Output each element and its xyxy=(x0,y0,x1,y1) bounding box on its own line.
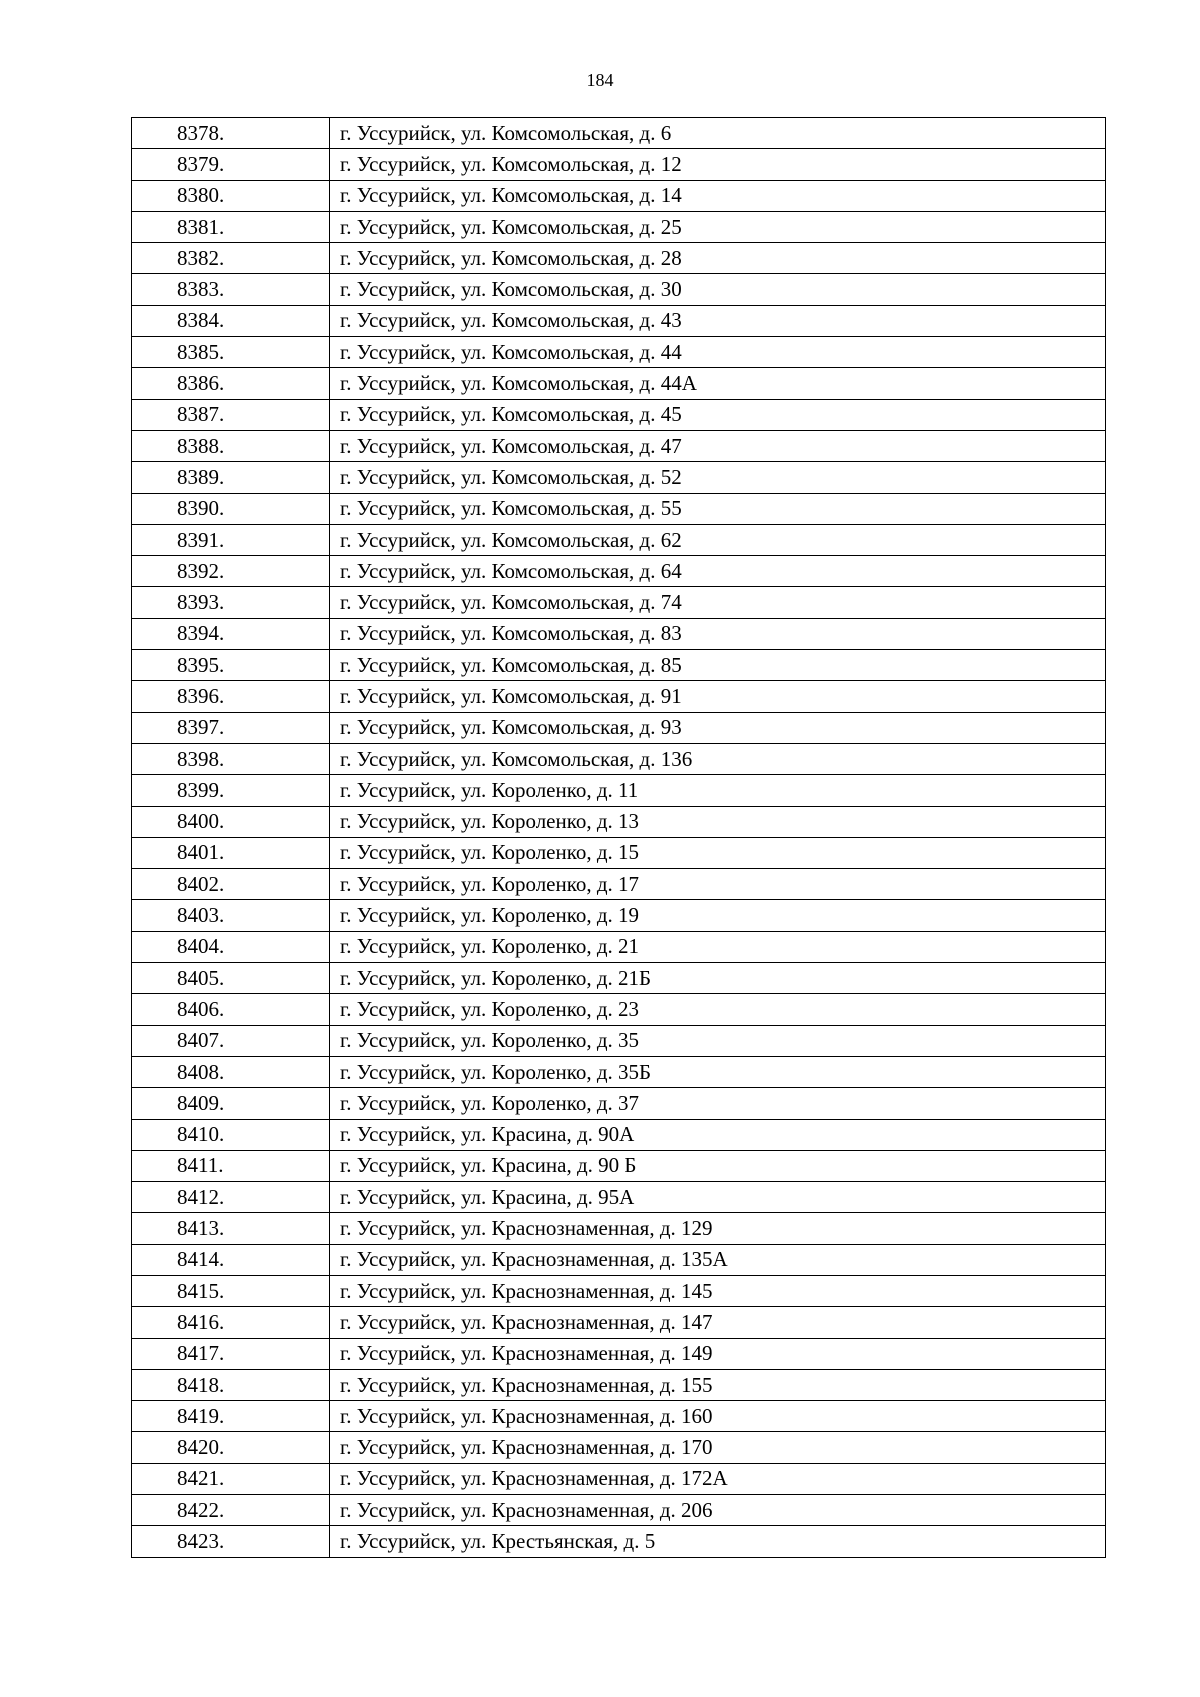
row-address: г. Уссурийск, ул. Комсомольская, д. 55 xyxy=(330,493,1106,524)
row-address: г. Уссурийск, ул. Комсомольская, д. 93 xyxy=(330,712,1106,743)
row-address: г. Уссурийск, ул. Короленко, д. 19 xyxy=(330,900,1106,931)
row-address: г. Уссурийск, ул. Короленко, д. 13 xyxy=(330,806,1106,837)
table-row xyxy=(132,337,1106,368)
row-number: 8380. xyxy=(132,180,330,211)
table-row xyxy=(132,963,1106,994)
table-row xyxy=(132,1025,1106,1056)
row-address: г. Уссурийск, ул. Комсомольская, д. 28 xyxy=(330,243,1106,274)
row-number: 8407. xyxy=(132,1025,330,1056)
row-number: 8382. xyxy=(132,243,330,274)
table-row xyxy=(132,1150,1106,1181)
table-row xyxy=(132,1244,1106,1275)
row-address: г. Уссурийск, ул. Краснознаменная, д. 160 xyxy=(330,1401,1106,1432)
address-table-body xyxy=(132,118,1106,1558)
row-number: 8402. xyxy=(132,869,330,900)
row-address: г. Уссурийск, ул. Комсомольская, д. 64 xyxy=(330,556,1106,587)
row-address: г. Уссурийск, ул. Комсомольская, д. 136 xyxy=(330,743,1106,774)
row-address: г. Уссурийск, ул. Комсомольская, д. 12 xyxy=(330,149,1106,180)
table-row xyxy=(132,1338,1106,1369)
table-row xyxy=(132,493,1106,524)
row-address: г. Уссурийск, ул. Красина, д. 90А xyxy=(330,1119,1106,1150)
table-row xyxy=(132,524,1106,555)
row-address: г. Уссурийск, ул. Краснознаменная, д. 129 xyxy=(330,1213,1106,1244)
table-row xyxy=(132,994,1106,1025)
row-number: 8414. xyxy=(132,1244,330,1275)
table-row xyxy=(132,587,1106,618)
row-number: 8397. xyxy=(132,712,330,743)
table-row xyxy=(132,243,1106,274)
row-address: г. Уссурийск, ул. Комсомольская, д. 91 xyxy=(330,681,1106,712)
table-row xyxy=(132,775,1106,806)
row-number: 8384. xyxy=(132,305,330,336)
table-row xyxy=(132,837,1106,868)
row-number: 8416. xyxy=(132,1307,330,1338)
table-row xyxy=(132,1119,1106,1150)
row-address: г. Уссурийск, ул. Короленко, д. 35 xyxy=(330,1025,1106,1056)
row-number: 8410. xyxy=(132,1119,330,1150)
row-number: 8401. xyxy=(132,837,330,868)
table-row xyxy=(132,806,1106,837)
row-address: г. Уссурийск, ул. Краснознаменная, д. 149 xyxy=(330,1338,1106,1369)
table-row xyxy=(132,1401,1106,1432)
row-number: 8418. xyxy=(132,1369,330,1400)
row-number: 8421. xyxy=(132,1463,330,1494)
table-row xyxy=(132,1526,1106,1557)
row-number: 8388. xyxy=(132,430,330,461)
row-address: г. Уссурийск, ул. Комсомольская, д. 62 xyxy=(330,524,1106,555)
table-row xyxy=(132,931,1106,962)
row-number: 8404. xyxy=(132,931,330,962)
table-row xyxy=(132,1307,1106,1338)
row-address: г. Уссурийск, ул. Короленко, д. 15 xyxy=(330,837,1106,868)
table-row xyxy=(132,556,1106,587)
table-row xyxy=(132,743,1106,774)
row-number: 8409. xyxy=(132,1088,330,1119)
row-number: 8389. xyxy=(132,462,330,493)
row-number: 8419. xyxy=(132,1401,330,1432)
row-number: 8400. xyxy=(132,806,330,837)
table-row xyxy=(132,462,1106,493)
table-row xyxy=(132,1463,1106,1494)
row-address: г. Уссурийск, ул. Комсомольская, д. 44А xyxy=(330,368,1106,399)
table-row xyxy=(132,900,1106,931)
table-row xyxy=(132,1369,1106,1400)
row-number: 8395. xyxy=(132,650,330,681)
table-row xyxy=(132,149,1106,180)
table-row xyxy=(132,180,1106,211)
row-address: г. Уссурийск, ул. Короленко, д. 17 xyxy=(330,869,1106,900)
row-number: 8412. xyxy=(132,1182,330,1213)
row-address: г. Уссурийск, ул. Короленко, д. 35Б xyxy=(330,1056,1106,1087)
row-address: г. Уссурийск, ул. Красина, д. 90 Б xyxy=(330,1150,1106,1181)
table-row xyxy=(132,1056,1106,1087)
row-address: г. Уссурийск, ул. Комсомольская, д. 52 xyxy=(330,462,1106,493)
row-number: 8387. xyxy=(132,399,330,430)
row-address: г. Уссурийск, ул. Комсомольская, д. 43 xyxy=(330,305,1106,336)
row-number: 8379. xyxy=(132,149,330,180)
row-address: г. Уссурийск, ул. Короленко, д. 23 xyxy=(330,994,1106,1025)
row-number: 8413. xyxy=(132,1213,330,1244)
row-address: г. Уссурийск, ул. Краснознаменная, д. 147 xyxy=(330,1307,1106,1338)
row-number: 8408. xyxy=(132,1056,330,1087)
row-address: г. Уссурийск, ул. Краснознаменная, д. 170 xyxy=(330,1432,1106,1463)
table-row xyxy=(132,1275,1106,1306)
row-address: г. Уссурийск, ул. Комсомольская, д. 44 xyxy=(330,337,1106,368)
row-address: г. Уссурийск, ул. Комсомольская, д. 25 xyxy=(330,211,1106,242)
row-number: 8398. xyxy=(132,743,330,774)
row-address: г. Уссурийск, ул. Комсомольская, д. 14 xyxy=(330,180,1106,211)
row-address: г. Уссурийск, ул. Комсомольская, д. 6 xyxy=(330,118,1106,149)
row-address: г. Уссурийск, ул. Комсомольская, д. 30 xyxy=(330,274,1106,305)
row-address: г. Уссурийск, ул. Краснознаменная, д. 145 xyxy=(330,1275,1106,1306)
table-row xyxy=(132,1432,1106,1463)
table-row xyxy=(132,211,1106,242)
table-row xyxy=(132,118,1106,149)
row-number: 8403. xyxy=(132,900,330,931)
row-number: 8405. xyxy=(132,963,330,994)
row-number: 8391. xyxy=(132,524,330,555)
address-table xyxy=(131,117,1106,1558)
row-number: 8385. xyxy=(132,337,330,368)
row-number: 8415. xyxy=(132,1275,330,1306)
table-row xyxy=(132,305,1106,336)
row-address: г. Уссурийск, ул. Красина, д. 95А xyxy=(330,1182,1106,1213)
row-address: г. Уссурийск, ул. Комсомольская, д. 83 xyxy=(330,618,1106,649)
row-number: 8420. xyxy=(132,1432,330,1463)
table-row xyxy=(132,869,1106,900)
row-address: г. Уссурийск, ул. Комсомольская, д. 47 xyxy=(330,430,1106,461)
row-address: г. Уссурийск, ул. Короленко, д. 37 xyxy=(330,1088,1106,1119)
table-row xyxy=(132,368,1106,399)
row-number: 8411. xyxy=(132,1150,330,1181)
row-address: г. Уссурийск, ул. Краснознаменная, д. 135А xyxy=(330,1244,1106,1275)
table-row xyxy=(132,712,1106,743)
row-number: 8422. xyxy=(132,1495,330,1526)
row-number: 8394. xyxy=(132,618,330,649)
row-address: г. Уссурийск, ул. Комсомольская, д. 85 xyxy=(330,650,1106,681)
table-row xyxy=(132,1088,1106,1119)
row-address: г. Уссурийск, ул. Комсомольская, д. 74 xyxy=(330,587,1106,618)
row-number: 8423. xyxy=(132,1526,330,1557)
row-number: 8378. xyxy=(132,118,330,149)
row-address: г. Уссурийск, ул. Краснознаменная, д. 172А xyxy=(330,1463,1106,1494)
table-row xyxy=(132,274,1106,305)
row-number: 8381. xyxy=(132,211,330,242)
row-number: 8396. xyxy=(132,681,330,712)
row-address: г. Уссурийск, ул. Комсомольская, д. 45 xyxy=(330,399,1106,430)
table-row xyxy=(132,430,1106,461)
row-address: г. Уссурийск, ул. Краснознаменная, д. 206 xyxy=(330,1495,1106,1526)
row-address: г. Уссурийск, ул. Короленко, д. 21 xyxy=(330,931,1106,962)
table-row xyxy=(132,618,1106,649)
row-number: 8392. xyxy=(132,556,330,587)
table-row xyxy=(132,1495,1106,1526)
table-row xyxy=(132,650,1106,681)
table-row xyxy=(132,399,1106,430)
table-row xyxy=(132,1213,1106,1244)
row-address: г. Уссурийск, ул. Крестьянская, д. 5 xyxy=(330,1526,1106,1557)
row-address: г. Уссурийск, ул. Короленко, д. 11 xyxy=(330,775,1106,806)
row-number: 8386. xyxy=(132,368,330,399)
page-number: 184 xyxy=(586,70,614,90)
table-row xyxy=(132,1182,1106,1213)
row-number: 8383. xyxy=(132,274,330,305)
row-number: 8390. xyxy=(132,493,330,524)
row-number: 8399. xyxy=(132,775,330,806)
row-number: 8417. xyxy=(132,1338,330,1369)
row-address: г. Уссурийск, ул. Краснознаменная, д. 155 xyxy=(330,1369,1106,1400)
row-number: 8393. xyxy=(132,587,330,618)
row-number: 8406. xyxy=(132,994,330,1025)
row-address: г. Уссурийск, ул. Короленко, д. 21Б xyxy=(330,963,1106,994)
table-row xyxy=(132,681,1106,712)
